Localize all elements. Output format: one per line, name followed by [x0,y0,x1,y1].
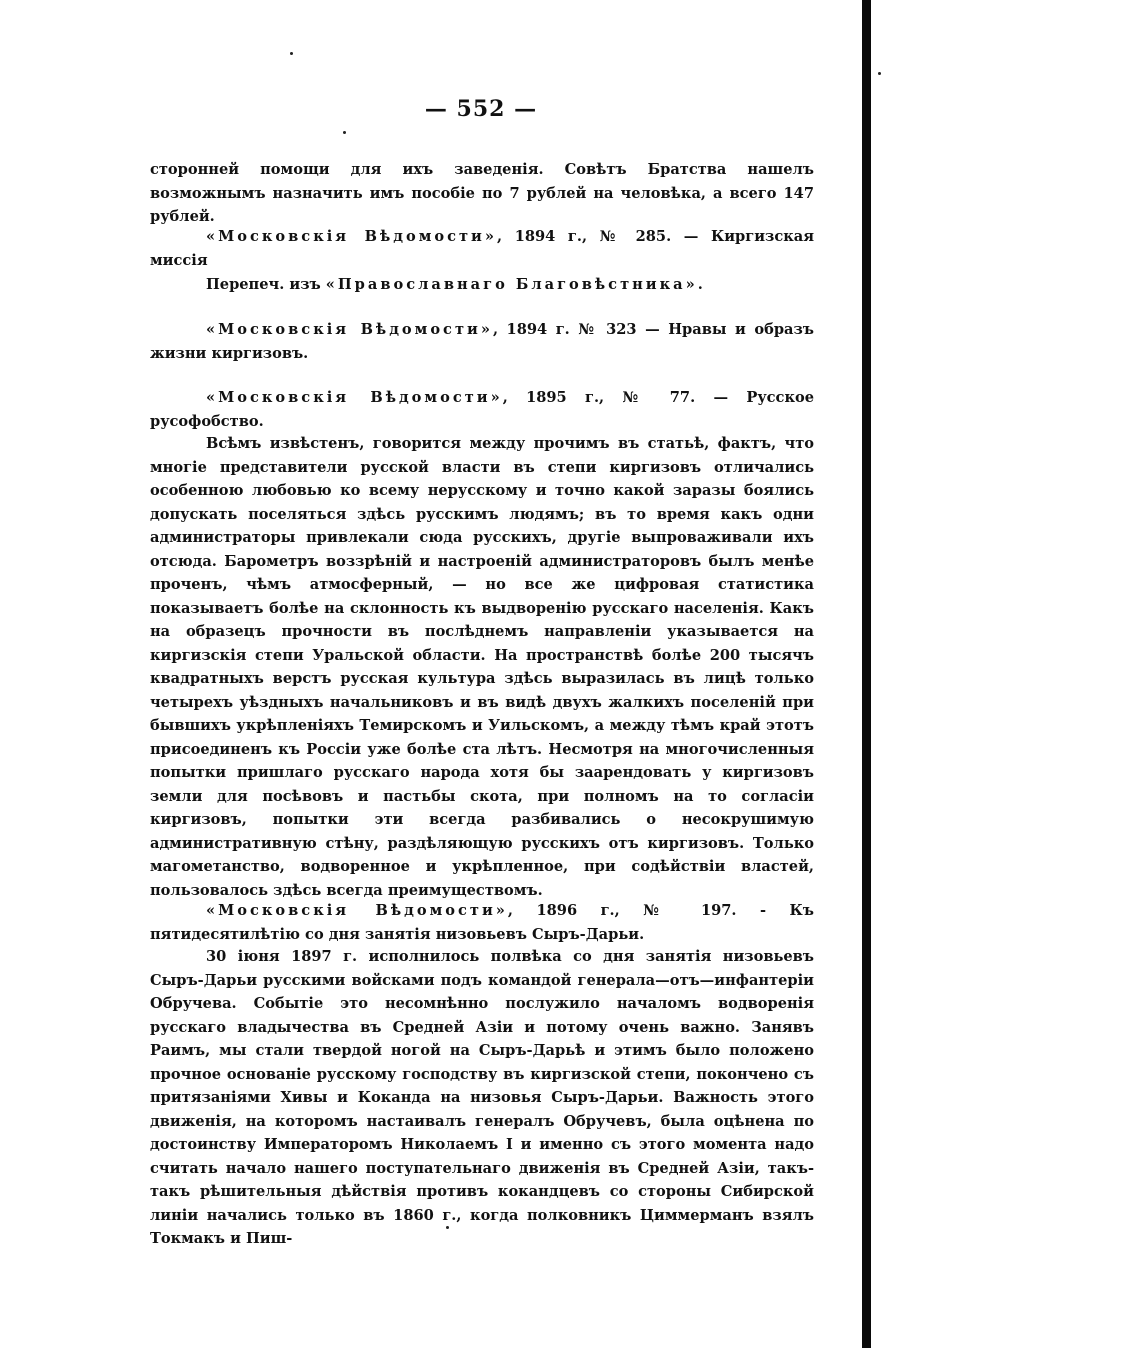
paragraph-text: 30 іюня 1897 г. исполнилось полвѣка со дня занятія низовьевъ Сыръ-Дарьи русскими войсками подъ командой генерала—отъ—инфантеріи Обручева. Событіе это несомнѣнно послужило началомъ водворенія русскаго владычества въ Средней Азіи и потому очень важно. Занявъ Раимъ, мы стали твердой ногой на Сыръ-Дарьѣ и этимъ было положено прочное основаніе русскому господству въ киргизской степи, покончено съ притязаніями Хивы и Коканда на низовья Сыръ-Дарьи. Важность этого движенія, на которомъ настаивалъ генералъ Обручевъ, была оцѣнена по достоинству Императоромъ Николаемъ I и именно съ этого момента надо считать начало нашего поступательнаго движенія въ Средней Азіи, такъ-такъ рѣшительныя дѣйствія противъ кокандцевъ со стороны Сибирской линіи начались только въ 1860 г., когда полковникъ Циммерманъ взялъ Токмакъ и Пиш- [150,948,814,1247]
citation-syr-darya [150,899,814,946]
newspaper-title: «Московскія Вѣдомости» [206,902,508,919]
citation-customs [150,318,814,365]
citation-text: , 1895 г., № 77. — Русское русофобство. [150,389,814,430]
citation-kirgiz-mission [150,225,814,272]
paragraph-continuation [150,158,814,229]
page-number: — 552 — [424,96,538,122]
citation-paragraph [150,899,814,946]
citation-text: , 1894 г., № 285. — Киргизская миссія [150,228,814,269]
citation-paragraph [150,225,814,272]
article-body-syr-darya [150,945,814,1251]
reprint-source-title: «Православнаго Благовѣстника». [325,276,706,293]
citation-paragraph [150,386,814,433]
paragraph-text: сторонней помощи для ихъ заведенія. Совѣтъ Братства нашелъ возможнымъ назначить имъ пособіе по 7 рублей на человѣка, а всего 147 рублей. [150,161,814,225]
newspaper-title: «Московскія Вѣдомости» [206,228,498,245]
citation-russophobia [150,386,814,433]
reprint-note [150,273,814,297]
reprint-paragraph [150,273,814,297]
binding-edge [862,0,871,1348]
scan-speck [343,131,346,134]
article-body-russophobia [150,432,814,902]
citation-text: , 1894 г. № 323 — Нравы и образъ жизни киргизовъ. [150,321,814,362]
reprint-prefix: Перепеч. изъ [206,276,326,293]
scan-speck [878,72,881,75]
citation-text: , 1896 г., № 197. - Къ пятидесятилѣтію со дня занятія низовьевъ Сыръ-Дарьи. [150,902,814,943]
paragraph-text: Всѣмъ извѣстенъ, говорится между прочимъ въ статьѣ, фактъ, что многіе представители русской власти въ степи киргизовъ отличались особенною любовью ко всему нерусскому и точно какой заразы боялись допускать поселяться здѣсь русскимъ людямъ; въ то время какъ одни администраторы привлекали сюда русскихъ, другіе выпроваживали ихъ отсюда. Барометръ воззрѣній и настроеній администраторовъ былъ менѣе проченъ, чѣмъ атмосферный, — но все же цифровая статистика показываетъ болѣе на склонность къ выдворенію русскаго населенія. Какъ на образецъ прочности въ послѣднемъ направленіи указывается на киргизскія степи Уральской области. На пространствѣ болѣе 200 тысячъ квадратныхъ верстъ русская культура здѣсь выразилась въ лицѣ только четырехъ уѣздныхъ начальниковъ и въ видѣ двухъ жалкихъ поселеній при бывшихъ укрѣпленіяхъ Темирскомъ и Уильскомъ, а между тѣмъ край этотъ присоединенъ къ Россіи уже болѣе ста лѣтъ. Несмотря на многочисленныя попытки пришлаго русскаго народа хотя бы заарендовать у киргизовъ земли для посѣвовъ и пастьбы скота, при полномъ на то согласіи киргизовъ, попытки эти всегда разбивались о несокрушимую административную стѣну, раздѣляющую русскихъ отъ киргизовъ. Только магометанство, водворенное и укрѣпленное, при содѣйствіи властей, пользовалось здѣсь всегда преимуществомъ. [150,435,814,899]
newspaper-title: «Московскія Вѣдомости» [206,321,493,338]
citation-paragraph [150,318,814,365]
scan-speck [290,52,293,55]
newspaper-title: «Московскія Вѣдомости» [206,389,503,406]
